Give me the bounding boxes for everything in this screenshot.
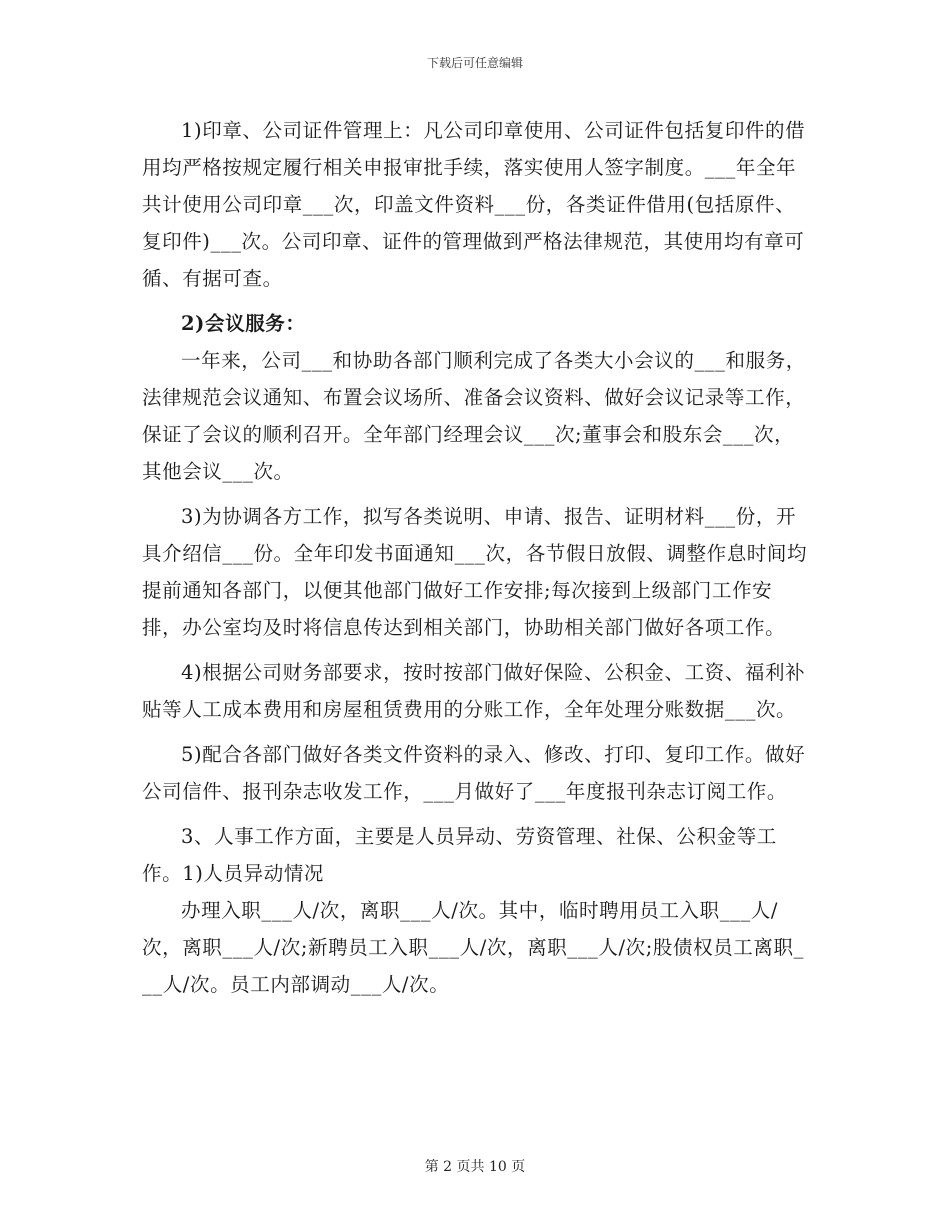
paragraph-hr-work: 3、人事工作方面，主要是人员异动、劳资管理、社保、公积金等工作。1)人员异动情况 [142, 825, 777, 885]
paragraph-coordination: 3)为协调各方工作，拟写各类说明、申请、报告、证明材料___份，开具介绍信___份。全年印发书面通知___次，各节假日放假、调整作息时间均提前通知各部门，以便其他部门做好工作安排;每次接到上级部门工作安排，办公室均及时将信息传达到相关部门，协助相关部门做好各项工作。 [142, 505, 808, 639]
paragraph-finance: 4)根据公司财务部要求，按时按部门做好保险、公积金、工资、福利补贴等人工成本费用和房屋租赁费用的分账工作，全年处理分账数据___次。 [142, 661, 806, 721]
page-header: 下载后可任意编辑 [426, 56, 523, 70]
paragraph-documents: 5)配合各部门做好各类文件资料的录入、修改、打印、复印工作。做好公司信件、报刊杂志收发工作，___月做好了___年度报刊杂志订阅工作。 [142, 743, 806, 803]
paragraph-seal-management: 1)印章、公司证件管理上：凡公司印章使用、公司证件包括复印件的借用均严格按规定履行相关申报审批手续，落实使用人签字制度。___年全年共计使用公司印章___次，印盖文件资料___份，各类证件借用(包括原件、复印件)___次。公司印章、证件的管理做到严格法律规范，其使用均有章可循、有据可查。 [142, 119, 806, 290]
paragraph-personnel-changes: 办理入职___人/次，离职___人/次。其中，临时聘用员工入职___人/次，离职___人/次;新聘员工入职___人/次，离职___人/次;股债权员工离职___人/次。员工内部调动___人/次。 [142, 899, 804, 996]
paragraph-meetings: 一年来，公司___和协助各部门顺利完成了各类大小会议的___和服务，法律规范会议通知、布置会议场所、准备会议资料、做好会议记录等工作，保证了会议的顺利召开。全年部门经理会议___次;董事会和股东会___次，其他会议___次。 [142, 349, 806, 483]
page-footer: 第 2 页共 10 页 [424, 1159, 526, 1175]
section-heading-meeting-service: 2)会议服务： [181, 312, 306, 335]
document-body [142, 112, 810, 1003]
